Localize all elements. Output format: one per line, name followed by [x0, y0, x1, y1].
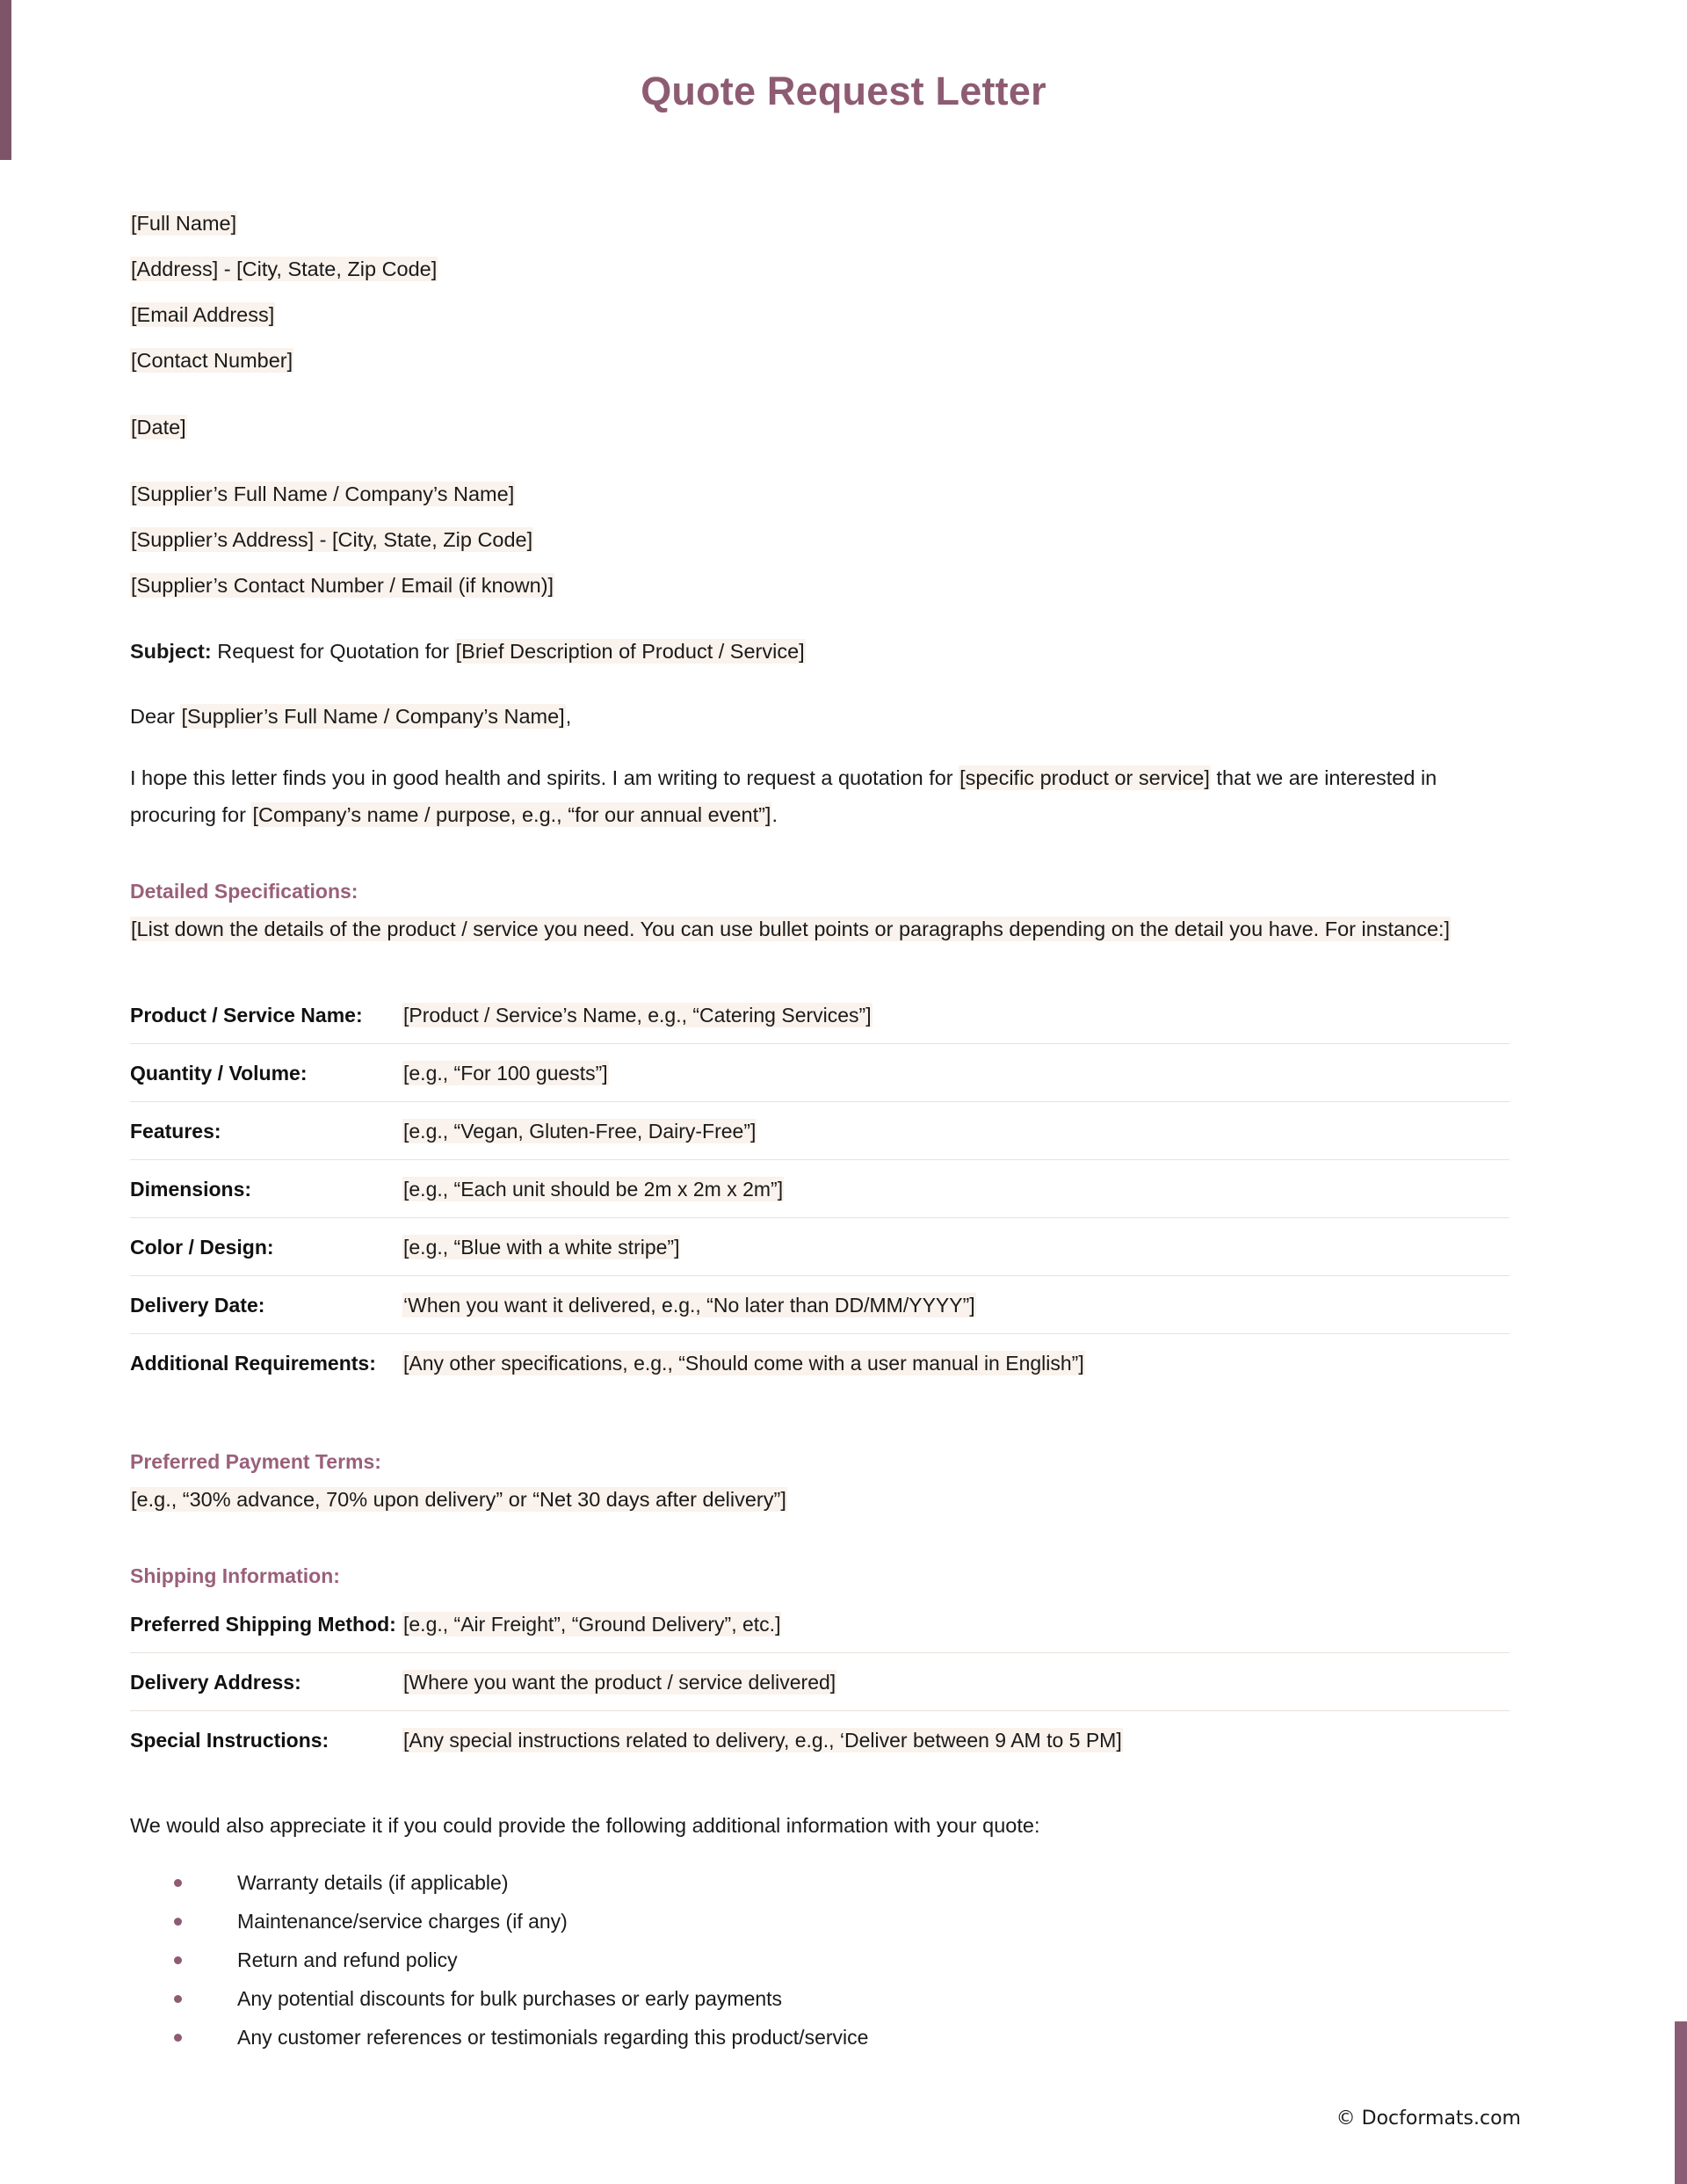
list-item-label: Any customer references or testimonials regarding this product/service	[237, 2026, 869, 2049]
shipping-value	[402, 1595, 1510, 1653]
sender-address-text: [Address] - [City, State, Zip Code]	[131, 258, 438, 280]
spacer	[130, 673, 1518, 694]
sender-email	[130, 292, 1518, 337]
accent-bar-right	[1675, 2021, 1687, 2184]
table-row	[130, 1218, 1510, 1276]
spec-label: Quantity / Volume:	[130, 1044, 402, 1102]
intro-placeholder-company: [Company’s name / purpose, e.g., “for our annual event”]	[252, 803, 771, 826]
payment-terms-value	[130, 1481, 1474, 1518]
shipping-table	[130, 1595, 1510, 1768]
letter-date-text: [Date]	[131, 416, 186, 439]
specifications-heading: Detailed Specifications:	[130, 880, 358, 903]
sender-email-text: [Email Address]	[131, 303, 275, 326]
payment-terms-value-text: [e.g., “30% advance, 70% upon delivery” or “Net 30 days after delivery”]	[131, 1488, 786, 1511]
spacer	[130, 608, 1518, 629]
table-row	[130, 1711, 1510, 1769]
spec-value-text: [Product / Service’s Name, e.g., “Catering Services”]	[403, 1004, 872, 1027]
specifications-intro-text: [List down the details of the product / service you need. You can use bullet points or paragraphs depending on the detail you have. For instance:]	[131, 918, 1451, 940]
list-item-label: Any potential discounts for bulk purchases or early payments	[237, 1987, 783, 2010]
spacer	[130, 833, 1518, 872]
table-row	[130, 1334, 1510, 1392]
table-row	[130, 1595, 1510, 1653]
shipping-label: Special Instructions:	[130, 1729, 329, 1752]
sender-block	[130, 200, 1518, 383]
list-item	[174, 1902, 1518, 1941]
bullet-icon	[174, 1879, 182, 1887]
list-item	[174, 1979, 1518, 2018]
table-row	[130, 1044, 1510, 1102]
page-title: Quote Request Letter	[641, 69, 1046, 113]
additional-info-intro: We would also appreciate it if you could provide the following additional information with your quote:	[130, 1814, 1040, 1837]
shipping-value-text: [Where you want the product / service delivered]	[403, 1671, 836, 1694]
additional-info-list	[130, 1863, 1518, 2057]
sender-address	[130, 246, 1518, 292]
list-item-label: Maintenance/service charges (if any)	[237, 1910, 568, 1933]
sender-full-name	[130, 200, 1518, 246]
recipient-name	[130, 471, 1518, 517]
table-row	[130, 986, 1510, 1044]
letter-body	[130, 200, 1518, 2057]
list-item	[174, 2018, 1518, 2057]
intro-part1: I hope this letter finds you in good health and spirits. I am writing to request a quotation for	[130, 766, 959, 789]
salutation-placeholder: [Supplier’s Full Name / Company’s Name]	[181, 705, 565, 728]
list-item	[174, 1941, 1518, 1979]
subject-label: Subject:	[130, 640, 212, 663]
spacer	[130, 1768, 1518, 1807]
subject-line	[130, 629, 1518, 673]
recipient-name-text: [Supplier’s Full Name / Company’s Name]	[131, 483, 515, 505]
spec-label: Color / Design:	[130, 1218, 402, 1276]
sender-contact-text: [Contact Number]	[131, 349, 293, 372]
bullet-icon	[174, 2034, 182, 2042]
spec-label: Additional Requirements:	[130, 1352, 376, 1375]
spec-value-text: [e.g., “Vegan, Gluten-Free, Dairy-Free”]	[403, 1120, 757, 1143]
list-item-label: Return and refund policy	[237, 1948, 458, 1971]
shipping-label: Preferred Shipping Method:	[130, 1595, 402, 1653]
spacer	[130, 947, 1518, 986]
footer-copyright: © Docformats.com	[1336, 2108, 1521, 2130]
table-row	[130, 1102, 1510, 1160]
salutation-suffix: ,	[565, 705, 572, 728]
bullet-icon	[174, 1956, 182, 1964]
table-row	[130, 1276, 1510, 1334]
spacer	[130, 450, 1518, 471]
spacer	[130, 738, 1518, 759]
shipping-label: Delivery Address:	[130, 1653, 402, 1711]
shipping-heading: Shipping Information:	[130, 1564, 340, 1587]
spec-value	[402, 1160, 1510, 1218]
spec-value	[402, 1334, 1510, 1392]
subject-text: Request for Quotation for	[211, 640, 455, 663]
table-row	[130, 1653, 1510, 1711]
recipient-address-text: [Supplier’s Address] - [City, State, Zip Code]	[131, 528, 533, 551]
recipient-contact-text: [Supplier’s Contact Number / Email (if known)]	[131, 574, 554, 597]
intro-part2: that we are interested in procuring for	[130, 766, 1437, 826]
table-row	[130, 1160, 1510, 1218]
list-item-label: Warranty details (if applicable)	[237, 1871, 509, 1894]
bullet-icon	[174, 1995, 182, 2003]
spec-value	[402, 1276, 1510, 1334]
spacer	[130, 383, 1518, 404]
spec-label: Dimensions:	[130, 1160, 402, 1218]
sender-full-name-text: [Full Name]	[131, 212, 237, 235]
recipient-contact	[130, 562, 1518, 608]
letter-date	[130, 404, 1518, 450]
list-item	[174, 1863, 1518, 1902]
shipping-value	[402, 1711, 1510, 1769]
intro-paragraph	[130, 759, 1474, 833]
spec-value-text: ‘When you want it delivered, e.g., “No later than DD/MM/YYYY”]	[403, 1294, 975, 1317]
spec-value	[402, 986, 1510, 1044]
salutation-line	[130, 694, 1518, 738]
spacer	[130, 1518, 1518, 1556]
shipping-value-text: [Any special instructions related to delivery, e.g., ‘Deliver between 9 AM to 5 PM]	[403, 1729, 1122, 1752]
spec-label: Delivery Date:	[130, 1276, 402, 1334]
shipping-value	[402, 1653, 1510, 1711]
sender-contact	[130, 337, 1518, 383]
shipping-value-text: [e.g., “Air Freight”, “Ground Delivery”, etc.]	[403, 1613, 781, 1636]
recipient-address	[130, 517, 1518, 562]
spec-value	[402, 1102, 1510, 1160]
bullet-icon	[174, 1918, 182, 1926]
spacer	[130, 1391, 1518, 1442]
recipient-block	[130, 471, 1518, 608]
intro-placeholder-product: [specific product or service]	[959, 766, 1210, 789]
subject-placeholder: [Brief Description of Product / Service]	[455, 640, 805, 663]
spec-value-text: [Any other specifications, e.g., “Should come with a user manual in English”]	[403, 1352, 1084, 1375]
spec-value-text: [e.g., “For 100 guests”]	[403, 1062, 608, 1085]
specifications-table	[130, 986, 1510, 1391]
specifications-intro	[130, 911, 1474, 947]
spec-value	[402, 1044, 1510, 1102]
intro-part3: .	[771, 803, 778, 826]
spec-label: Product / Service Name:	[130, 986, 402, 1044]
spec-label: Features:	[130, 1102, 402, 1160]
spec-value	[402, 1218, 1510, 1276]
spec-value-text: [e.g., “Blue with a white stripe”]	[403, 1236, 680, 1259]
salutation-prefix: Dear	[130, 705, 181, 728]
payment-terms-heading: Preferred Payment Terms:	[130, 1450, 381, 1473]
spec-value-text: [e.g., “Each unit should be 2m x 2m x 2m”]	[403, 1178, 784, 1201]
